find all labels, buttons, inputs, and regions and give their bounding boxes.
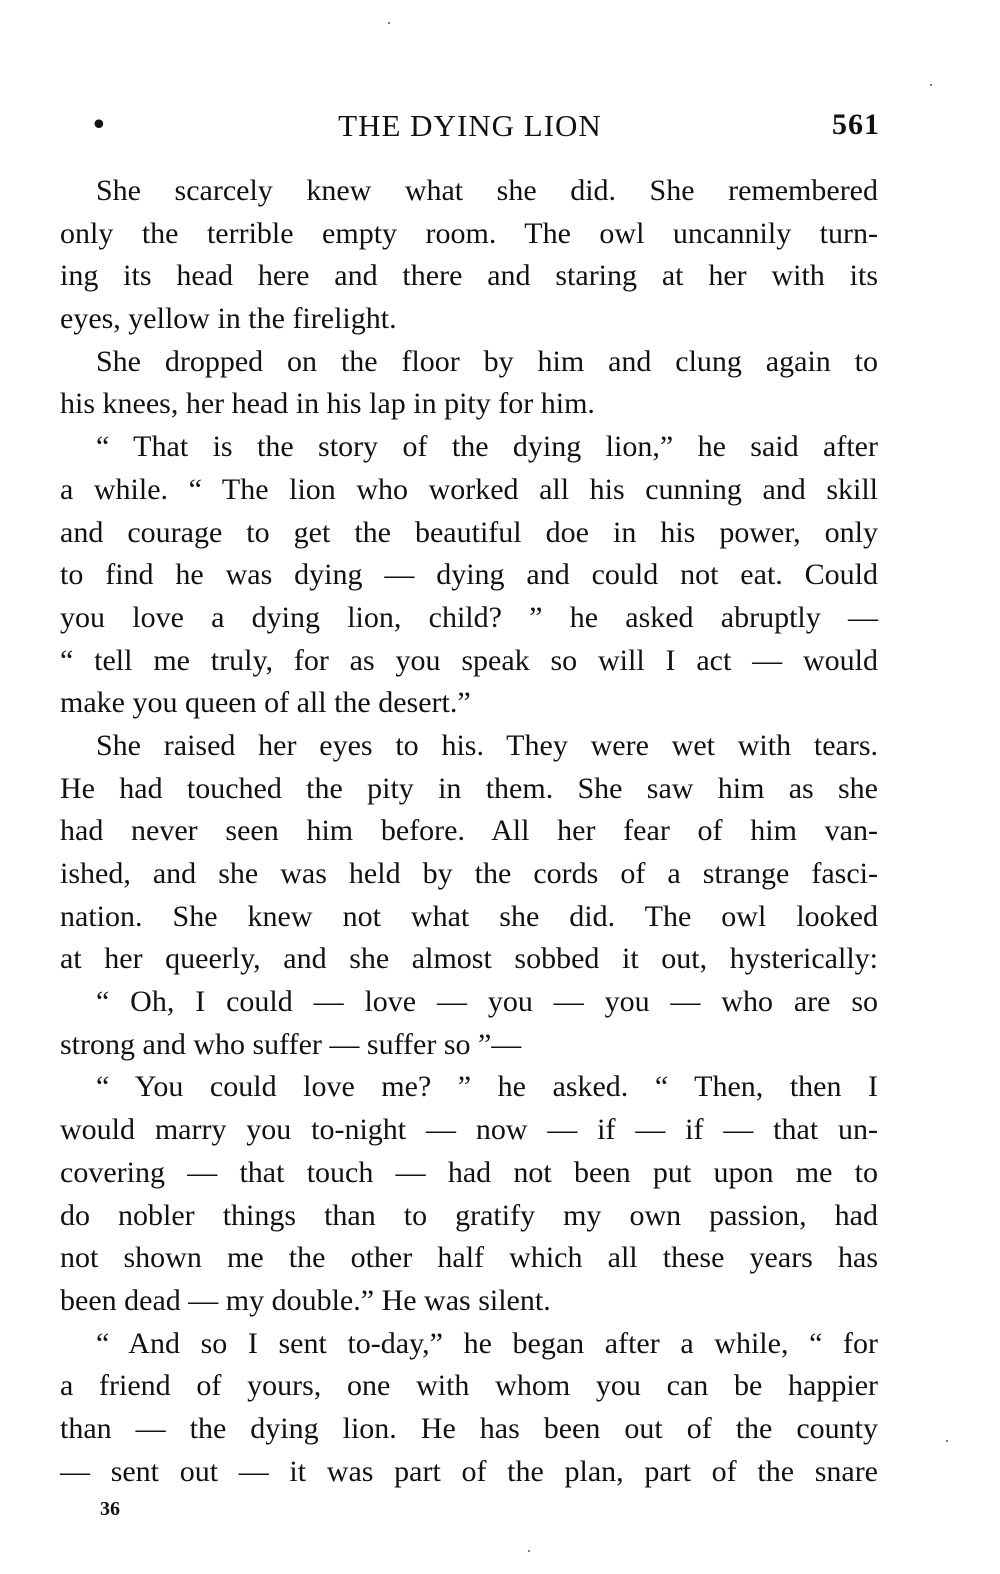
text-line: had never seen him before. All her fear of him van-: [60, 814, 878, 848]
text-line: — sent out — it was part of the plan, part of the snare: [60, 1454, 878, 1488]
text-line: not shown me the other half which all these years has: [60, 1241, 878, 1275]
text-line: you love a dying lion, child? ” he asked abruptly —: [60, 600, 878, 634]
page-number: 561: [832, 108, 880, 141]
text-line: “ tell me truly, for as you speak so will I act — would: [60, 643, 878, 677]
text-line: would marry you to-night — now — if — if — that un-: [60, 1113, 878, 1147]
text-line: eyes, yellow in the firelight.: [60, 302, 397, 336]
text-line: and courage to get the beautiful doe in his power, only: [60, 515, 878, 549]
text-line: only the terrible empty room. The owl uncannily turn-: [60, 216, 878, 250]
body-text: [60, 170, 878, 1493]
text-line: a friend of yours, one with whom you can be happier: [60, 1369, 878, 1403]
text-line: his knees, her head in his lap in pity for him.: [60, 387, 595, 421]
text-line: She dropped on the floor by him and clung again to: [96, 344, 878, 378]
text-line: She scarcely knew what she did. She remembered: [96, 174, 878, 207]
text-line: He had touched the pity in them. She saw him as she: [60, 771, 878, 805]
signature-mark: 36: [100, 1498, 120, 1520]
page-title: THE DYING LION: [338, 108, 602, 143]
text-line: She raised her eyes to his. They were wet with tears.: [96, 728, 878, 762]
text-line: “ And so I sent to-day,” he began after a while, “ for: [96, 1326, 878, 1360]
text-line: nation. She knew not what she did. The owl looked: [60, 899, 878, 933]
text-line: covering — that touch — had not been put upon me to: [60, 1155, 878, 1189]
text-line: at her queerly, and she almost sobbed it out, hysterically:: [60, 942, 878, 976]
text-line: ished, and she was held by the cords of a strange fasci-: [60, 857, 878, 890]
text-line: ing its head here and there and staring at her with its: [60, 259, 878, 293]
text-line: “ Oh, I could — love — you — you — who are so: [96, 985, 878, 1019]
text-line: do nobler things than to gratify my own passion, had: [60, 1198, 878, 1232]
text-line: “ That is the story of the dying lion,” he said after: [96, 430, 878, 464]
text-line: a while. “ The lion who worked all his cunning and skill: [60, 472, 878, 506]
scan-speck: [528, 1550, 530, 1552]
text-line: “ You could love me? ” he asked. “ Then, then I: [96, 1070, 878, 1104]
text-line: than — the dying lion. He has been out of the county: [60, 1411, 878, 1445]
text-line: been dead — my double.” He was silent.: [60, 1283, 551, 1317]
scan-speck: [930, 84, 932, 86]
running-head: [60, 108, 880, 148]
text-line: to find he was dying — dying and could not eat. Could: [60, 558, 878, 592]
scan-speck: [388, 22, 390, 24]
text-line: make you queen of all the desert.”: [60, 686, 471, 720]
scan-speck: [946, 1440, 948, 1442]
text-line: strong and who suffer — suffer so ”—: [60, 1027, 522, 1061]
header-bullet: •: [90, 108, 109, 143]
